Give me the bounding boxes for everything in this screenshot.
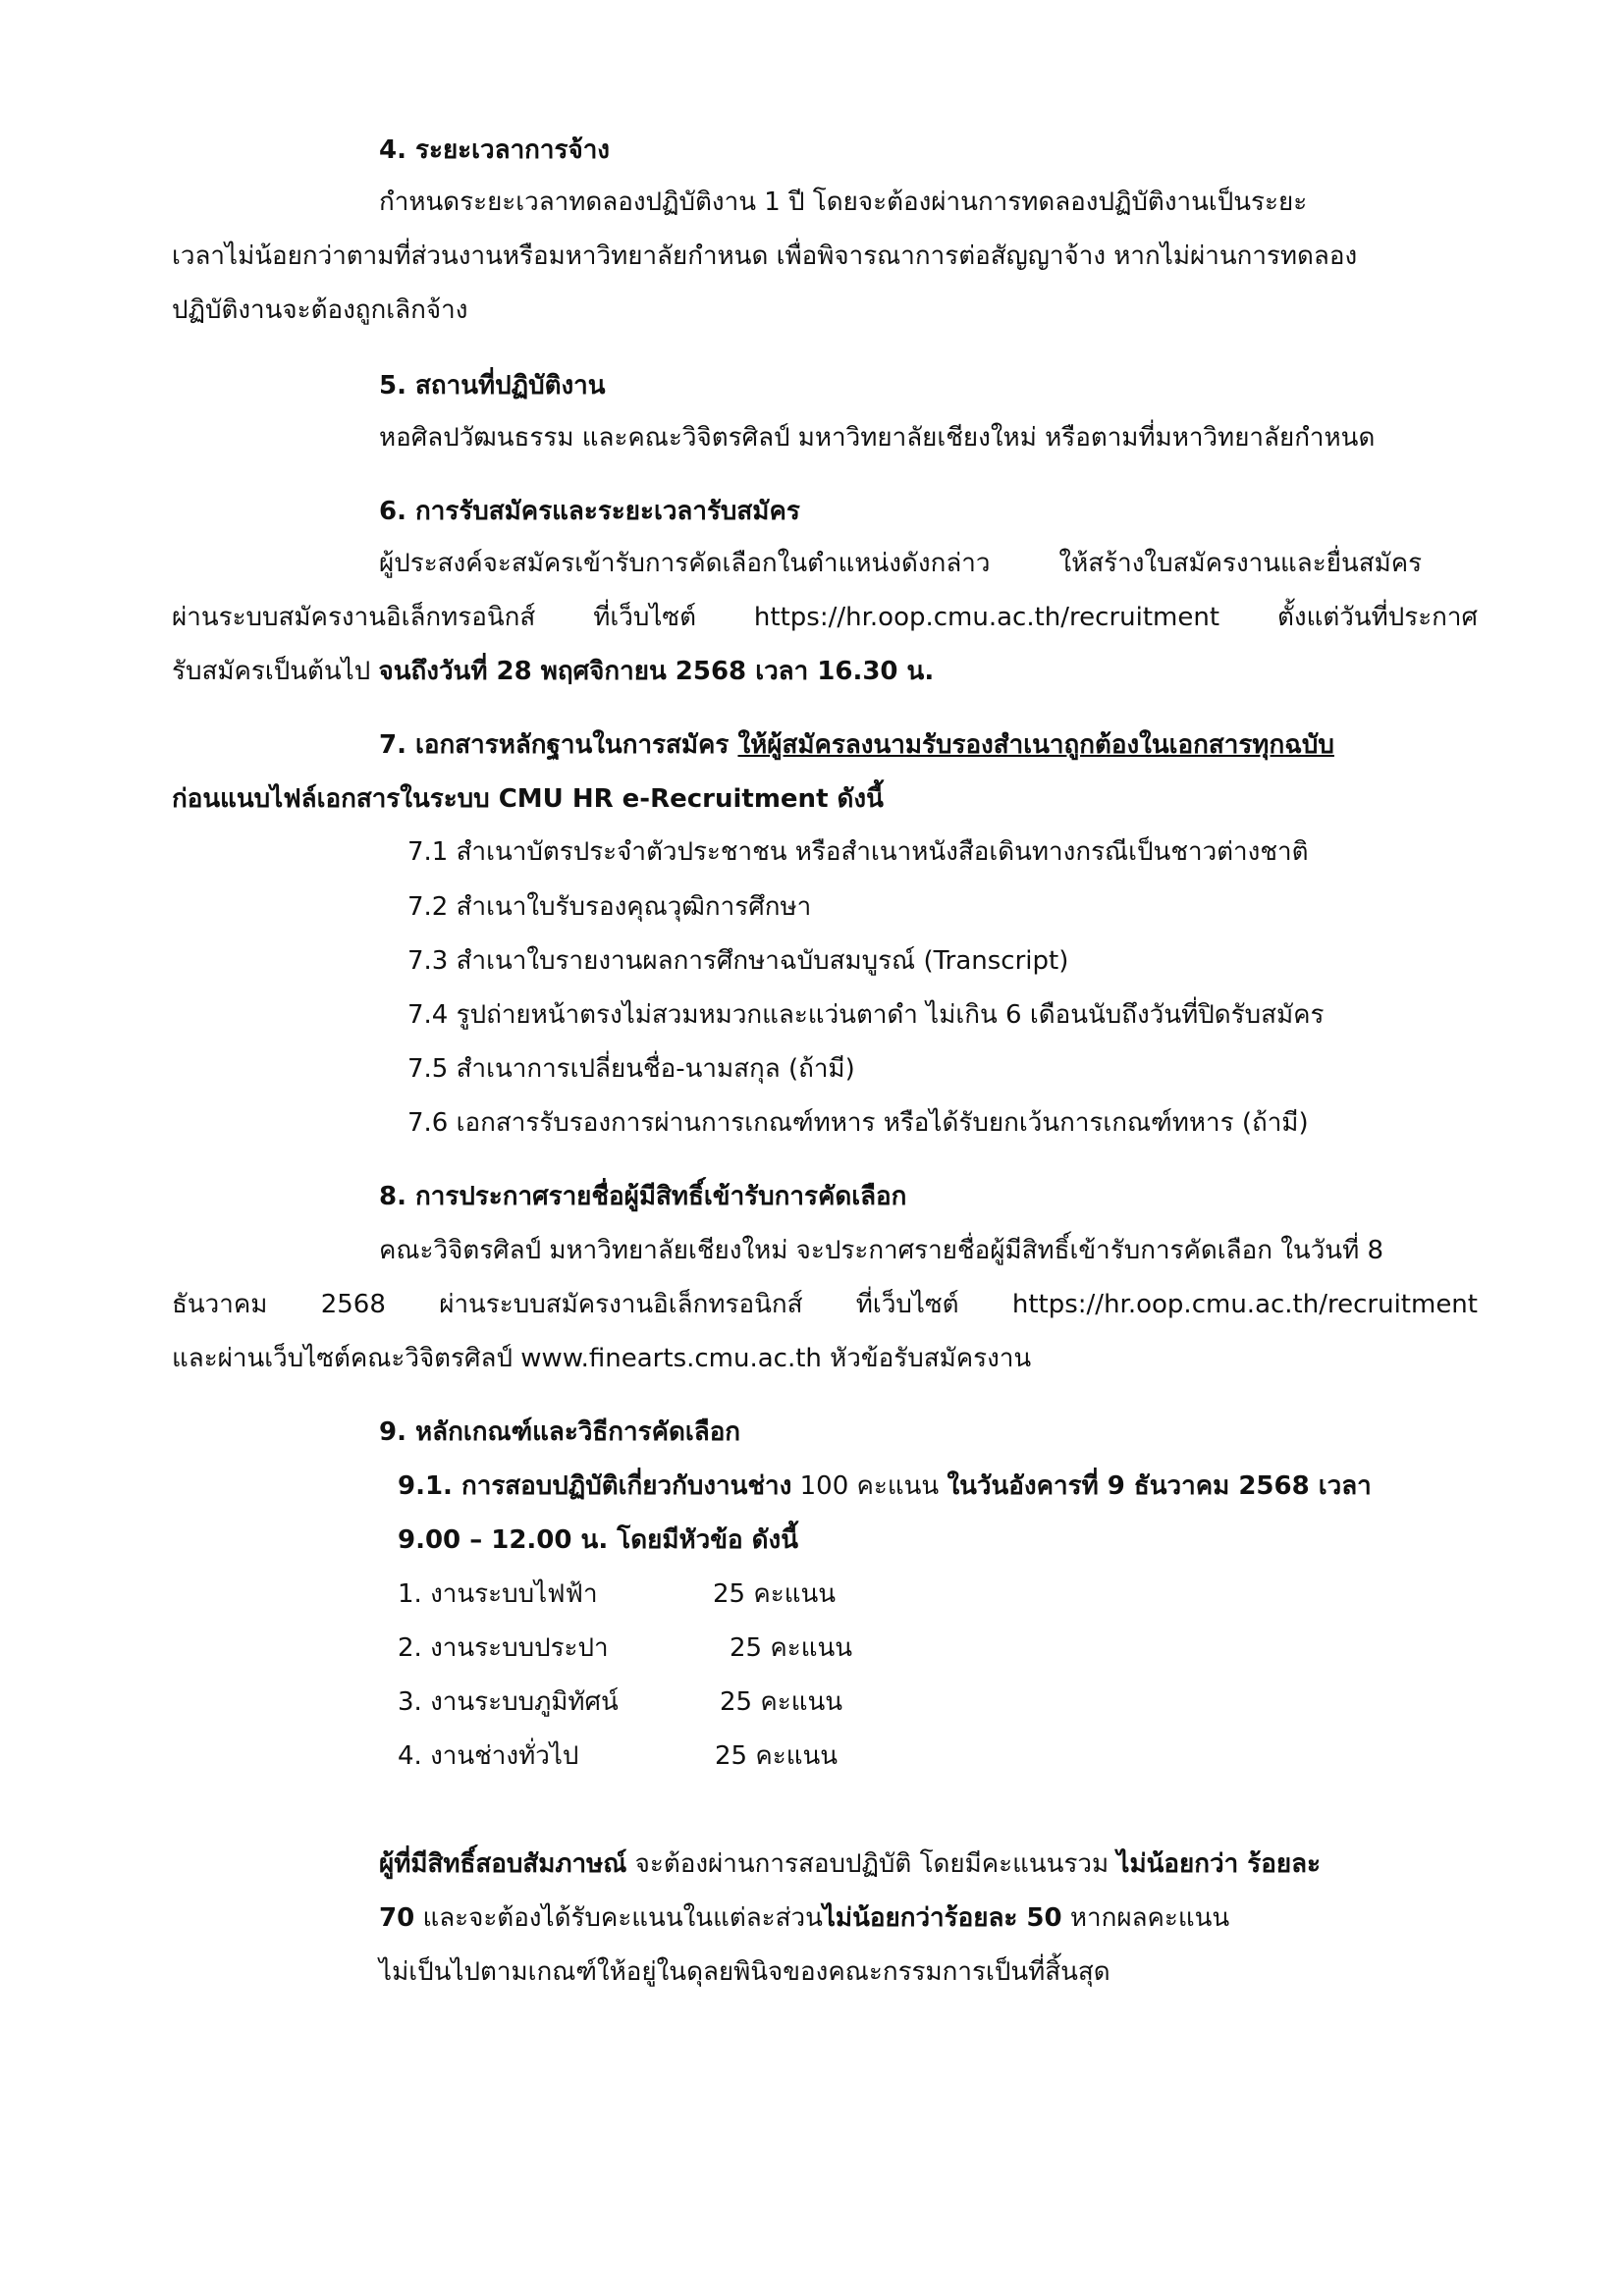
document-item: 7.4 รูปถ่ายหน้าตรงไม่สวมหมวกและแว่นตาดำ ไม่เกิน 6 เดือนนับถึงวันที่ปิดรับสมัคร [407,1000,1325,1030]
section-6-paragraph-line-1 [379,546,1422,581]
section-7-heading-note: ให้ผู้สมัครลงนามรับรองสำเนาถูกต้องในเอกสารทุกฉบับ [737,730,1334,760]
section-6-line-1-part-a: ผู้ประสงค์จะสมัครเข้ารับการคัดเลือกในตำแหน่งดังกล่าว [379,549,991,578]
section-9-1-date: ในวันอังคารที่ 9 ธันวาคม 2568 เวลา [947,1471,1372,1501]
exam-topic-score: 25 คะแนน [713,1579,837,1609]
section-6-paragraph-line-2 [172,600,1478,635]
section-6-line-1-part-b: ให้สร้างใบสมัครงานและยื่นสมัคร [1058,549,1423,578]
interview-criteria-text-3: หากผลคะแนน [1069,1903,1230,1933]
section-8-line-2-part-c: ผ่านระบบสมัครงานอิเล็กทรอนิกส์ [439,1290,803,1319]
section-7-heading [379,727,1334,763]
section-4-paragraph-line-1: กำหนดระยะเวลาทดลองปฏิบัติงาน 1 ปี โดยจะต้องผ่านการทดลองปฏิบัติงานเป็นระยะ [379,187,1308,217]
document-item: 7.6 เอกสารรับรองการผ่านการเกณฑ์ทหาร หรือได้รับยกเว้นการเกณฑ์ทหาร (ถ้ามี) [407,1108,1309,1138]
exam-topic-name: 2. งานระบบประปา [398,1633,609,1663]
minimum-total-percent-label: ไม่น้อยกว่า ร้อยละ [1116,1849,1321,1879]
section-4-paragraph-line-2: เวลาไม่น้อยกว่าตามที่ส่วนงานหรือมหาวิทยาลัยกำหนด เพื่อพิจารณาการต่อสัญญาจ้าง หากไม่ผ่านการทดลอง [172,241,1358,271]
interview-criteria-text: จะต้องผ่านการสอบปฏิบัติ โดยมีคะแนนรวม [634,1849,1110,1879]
exam-topic-name: 1. งานระบบไฟฟ้า [398,1579,598,1609]
document-item: 7.3 สำเนาใบรายงานผลการศึกษาฉบับสมบูรณ์ (Transcript) [407,946,1069,976]
section-6-line-2-part-d: ตั้งแต่วันที่ประกาศ [1276,603,1478,632]
section-6-heading: 6. การรับสมัครและระยะเวลารับสมัคร [379,497,800,526]
section-9-1-heading-line-2: 9.00 – 12.00 น. โดยมีหัวข้อ ดังนี้ [398,1525,799,1555]
interview-criteria-text-2: และจะต้องได้รับคะแนนในแต่ละส่วน [422,1903,823,1933]
interview-eligibility-label: ผู้ที่มีสิทธิ์สอบสัมภาษณ์ [379,1849,627,1879]
section-6-line-2-part-b: ที่เว็บไซต์ [593,603,696,632]
minimum-section-percent: ไม่น้อยกว่าร้อยละ 50 [822,1903,1062,1933]
exam-topic-score: 25 คะแนน [715,1741,839,1771]
minimum-total-percent: 70 [379,1903,415,1933]
exam-topic-name: 3. งานระบบภูมิทัศน์ [398,1687,619,1717]
section-7-heading-line-2: ก่อนแนบไฟล์เอกสารในระบบ CMU HR e-Recruitment ดังนี้ [172,784,884,814]
section-9-1-points: 100 คะแนน [799,1471,940,1501]
section-4-heading: 4. ระยะเวลาการจ้าง [379,135,611,165]
section-4-paragraph-line-3: ปฏิบัติงานจะต้องถูกเลิกจ้าง [172,295,468,325]
section-8-paragraph-line-1: คณะวิจิตรศิลป์ มหาวิทยาลัยเชียงใหม่ จะประกาศรายชื่อผู้มีสิทธิ์เข้ารับการคัดเลือก ในวันที่ 8 [379,1236,1384,1265]
section-6-line-3-part-a: รับสมัครเป็นต้นไป [172,657,371,686]
exam-topic-score: 25 คะแนน [730,1633,853,1663]
section-5-paragraph: หอศิลปวัฒนธรรม และคณะวิจิตรศิลป์ มหาวิทยาลัยเชียงใหม่ หรือตามที่มหาวิทยาลัยกำหนด [379,423,1376,453]
section-6-paragraph-line-3 [172,654,934,689]
announcement-url: https://hr.oop.cmu.ac.th/recruitment [1011,1290,1478,1319]
section-9-1-title: 9.1. การสอบปฏิบัติเกี่ยวกับงานช่าง [398,1471,792,1501]
document-item: 7.5 สำเนาการเปลี่ยนชื่อ-นามสกุล (ถ้ามี) [407,1054,855,1084]
interview-criteria-line-2 [379,1900,1229,1936]
recruitment-url: https://hr.oop.cmu.ac.th/recruitment [753,603,1220,632]
section-8-line-2-part-a: ธันวาคม [172,1290,268,1319]
section-9-1-heading-line-1 [398,1468,1372,1504]
section-5-heading: 5. สถานที่ปฏิบัติงาน [379,371,606,400]
section-6-line-2-part-a: ผ่านระบบสมัครงานอิเล็กทรอนิกส์ [172,603,536,632]
exam-topic-score: 25 คะแนน [720,1687,843,1717]
section-8-line-2-part-d: ที่เว็บไซต์ [855,1290,959,1319]
document-item: 7.1 สำเนาบัตรประจำตัวประชาชน หรือสำเนาหนังสือเดินทางกรณีเป็นชาวต่างชาติ [407,837,1309,867]
section-9-heading: 9. หลักเกณฑ์และวิธีการคัดเลือก [379,1417,741,1447]
document-item: 7.2 สำเนาใบรับรองคุณวุฒิการศึกษา [407,892,812,922]
section-8-heading: 8. การประกาศรายชื่อผู้มีสิทธิ์เข้ารับการคัดเลือก [379,1182,907,1211]
section-8-paragraph-line-3: และผ่านเว็บไซต์คณะวิจิตรศิลป์ www.finearts.cmu.ac.th หัวข้อรับสมัครงาน [172,1344,1032,1373]
section-8-paragraph-line-2 [172,1287,1478,1322]
section-8-line-2-part-b: 2568 [320,1290,386,1319]
exam-topic-name: 4. งานช่างทั่วไป [398,1741,579,1771]
interview-criteria-line-3: ไม่เป็นไปตามเกณฑ์ให้อยู่ในดุลยพินิจของคณะกรรมการเป็นที่สิ้นสุด [379,1957,1110,1987]
interview-criteria-line-1 [379,1846,1321,1882]
section-7-heading-title: 7. เอกสารหลักฐานในการสมัคร [379,730,730,760]
application-deadline: จนถึงวันที่ 28 พฤศจิกายน 2568 เวลา 16.30 น. [378,657,935,686]
